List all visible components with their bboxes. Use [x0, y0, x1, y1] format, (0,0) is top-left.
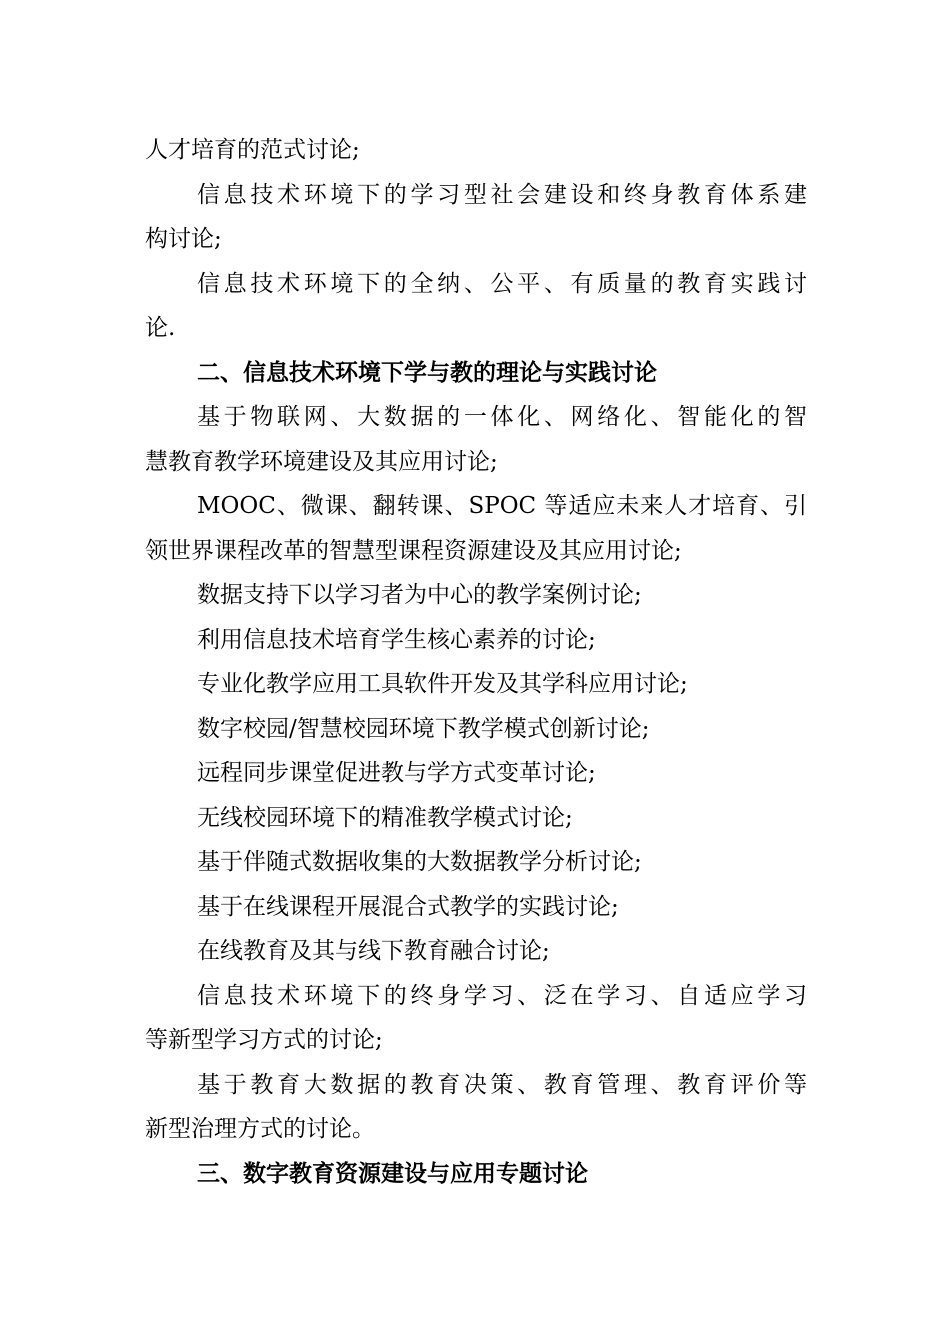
- body-line: 等新型学习方式的讨论;: [145, 1027, 383, 1053]
- body-line: 远程同步课堂促进教与学方式变革讨论;: [197, 760, 596, 786]
- body-line: 信息技术环境下的终身学习、泛在学习、自适应学习: [197, 982, 807, 1009]
- body-line: 基于在线课程开展混合式教学的实践讨论;: [197, 893, 619, 920]
- section-heading: 二、信息技术环境下学与教的理论与实践讨论: [197, 359, 657, 386]
- body-line: 信息技术环境下的学习型社会建设和终身教育体系建: [197, 181, 807, 208]
- body-line: 基于物联网、大数据的一体化、网络化、智能化的智: [197, 404, 807, 430]
- body-line: 在线教育及其与线下教育融合讨论;: [197, 938, 550, 964]
- body-line: 论.: [145, 315, 176, 341]
- body-line: 人才培育的范式讨论;: [145, 137, 360, 163]
- body-line: 基于伴随式数据收集的大数据教学分析讨论;: [197, 849, 642, 875]
- body-line: 利用信息技术培育学生核心素养的讨论;: [197, 626, 596, 653]
- body-line: 专业化教学应用工具软件开发及其学科应用讨论;: [197, 671, 688, 697]
- body-line: 领世界课程改革的智慧型课程资源建设及其应用讨论;: [145, 537, 682, 564]
- body-line: 数据支持下以学习者为中心的教学案例讨论;: [197, 582, 642, 608]
- body-line: MOOC、微课、翻转课、SPOC 等适应未来人才培育、引: [197, 493, 807, 519]
- body-line: 信息技术环境下的全纳、公平、有质量的教育实践讨: [197, 270, 807, 297]
- section-heading: 三、数字教育资源建设与应用专题讨论: [197, 1160, 588, 1187]
- body-line: 新型治理方式的讨论。: [145, 1116, 375, 1142]
- body-line: 无线校园环境下的精准教学模式讨论;: [197, 804, 573, 831]
- body-line: 构讨论;: [145, 226, 222, 252]
- body-line: 数字校园/智慧校园环境下教学模式创新讨论;: [197, 715, 650, 742]
- body-line: 基于教育大数据的教育决策、教育管理、教育评价等: [197, 1071, 807, 1098]
- body-line: 慧教育教学环境建设及其应用讨论;: [145, 448, 498, 475]
- document-page: [145, 128, 807, 1196]
